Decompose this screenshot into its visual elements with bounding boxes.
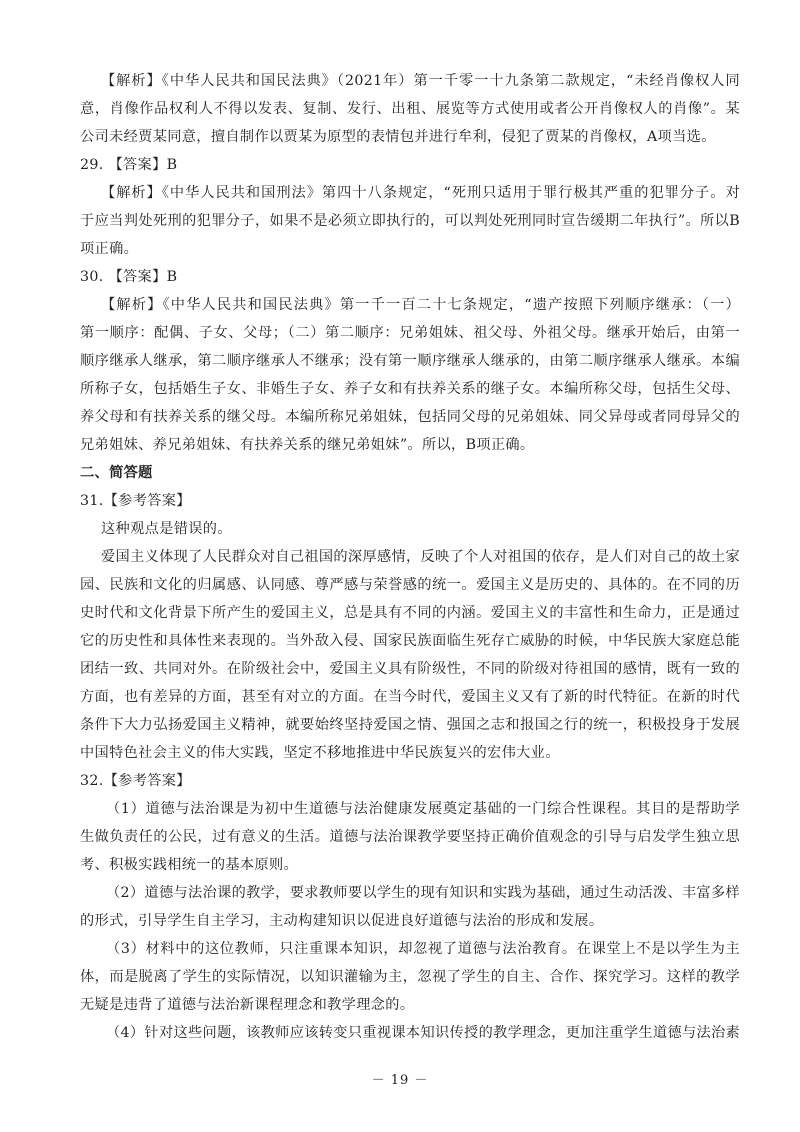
- answer-32-point-1-line-3: 考、积极实践相统一的基本原则。: [80, 857, 299, 873]
- answer-31-line-6: 方面，也有差异的方面，甚至有对立的方面。在当今时代，爱国主义又有了新的时代特征。在新的时代: [80, 689, 740, 705]
- analysis-30-line-6: 兄弟姐妹、养兄弟姐妹、有扶养关系的继兄弟姐妹”。所以，B项正确。: [80, 437, 535, 453]
- answer-32-point-1-line-2: 生做负责任的公民，过有意义的生活。道德与法治课教学要坚持正确价值观念的引导与启发学生独立思: [80, 829, 740, 845]
- analysis-29-line-1: 【解析】《中华人民共和国刑法》第四十八条规定，“死刑只适用于罪行极其严重的犯罪分子。对: [101, 185, 740, 201]
- analysis-28-line-2: 意，肖像作品权利人不得以发表、复制、发行、出租、展览等方式使用或者公开肖像权人的肖像”。某: [80, 101, 740, 117]
- answer-31-thesis: 这种观点是错误的。: [101, 521, 232, 537]
- analysis-28-line-1: 【解析】《中华人民共和国民法典》（2021年）第一千零一十九条第二款规定，“未经肖像权人同: [101, 73, 740, 89]
- section-heading: 二、简答题: [80, 465, 153, 481]
- answer-31-line-7: 条件下大力弘扬爱国主义精神，就要始终坚持爱国之情、强国之志和报国之行的统一，积极投身于发展: [80, 717, 740, 733]
- answer-32-point-3-line-3: 无疑是违背了道德与法治新课程理念和教学理念的。: [80, 997, 415, 1013]
- reference-answer-31: 31.【参考答案】: [80, 493, 191, 509]
- answer-31-line-4: 它的历史性和具体性来表现的。当外敌入侵、国家民族面临生死存亡威胁的时候，中华民族大家庭总能: [80, 633, 740, 649]
- answer-32-point-3-line-1: （3）材料中的这位教师，只注重课本知识，却忽视了道德与法治教育。在课堂上不是以学生为主: [106, 941, 740, 957]
- answer-31-line-2: 园、民族和文化的归属感、认同感、尊严感与荣誉感的统一。爱国主义是历史的、具体的。在不同的历: [80, 577, 740, 593]
- answer-31-line-8: 中国特色社会主义的伟大实践，坚定不移地推进中华民族复兴的宏伟大业。: [80, 745, 560, 761]
- answer-30: 30. 【答案】B: [80, 269, 178, 285]
- answer-32-point-4-line-1: （4）针对这些问题，该教师应该转变只重视课本知识传授的教学理念，更加注重学生道德与法治素: [106, 1025, 740, 1041]
- answer-31-line-5: 团结一致、共同对外。在阶级社会中，爱国主义具有阶级性，不同的阶级对待祖国的感情，既有一致的: [80, 661, 740, 677]
- reference-answer-32: 32.【参考答案】: [80, 773, 191, 789]
- answer-29: 29. 【答案】B: [80, 157, 178, 173]
- answer-32-point-1-line-1: （1）道德与法治课是为初中生道德与法治健康发展奠定基础的一门综合性课程。其目的是帮助学: [106, 801, 740, 817]
- analysis-30-line-3: 顺序继承人继承，第二顺序继承人不继承；没有第一顺序继承人继承的，由第二顺序继承人继承。本编: [80, 353, 740, 369]
- analysis-29-line-3: 项正确。: [80, 241, 139, 257]
- answer-32-point-2-line-2: 的形式，引导学生自主学习，主动构建知识以促进良好道德与法治的形成和发展。: [80, 913, 604, 929]
- analysis-28-line-3: 公司未经贾某同意，擅自制作以贾某为原型的表情包并进行牟利，侵犯了贾某的肖像权，A项当选。: [80, 129, 716, 145]
- answer-32-point-2-line-1: （2）道德与法治课的教学，要求教师要以学生的现有知识和实践为基础，通过生动活泼、丰富多样: [106, 885, 740, 901]
- answer-31-line-3: 史时代和文化背景下所产生的爱国主义，总是具有不同的内涵。爱国主义的丰富性和生命力，正是通过: [80, 605, 740, 621]
- answer-31-line-1: 爱国主义体现了人民群众对自己祖国的深厚感情，反映了个人对祖国的依存，是人们对自己的故土家: [101, 549, 740, 565]
- page-number: － 19 －: [371, 1073, 429, 1088]
- analysis-30-line-4: 所称子女，包括婚生子女、非婚生子女、养子女和有扶养关系的继子女。本编所称父母，包括生父母、: [80, 381, 740, 397]
- analysis-30-line-1: 【解析】《中华人民共和国民法典》第一千一百二十七条规定，“遗产按照下列顺序继承：（一）: [101, 297, 740, 313]
- answer-32-point-3-line-2: 体，而是脱离了学生的实际情况，以知识灌输为主，忽视了学生的自主、合作、探究学习。这样的教学: [80, 969, 740, 985]
- analysis-30-line-5: 养父母和有扶养关系的继父母。本编所称兄弟姐妹，包括同父母的兄弟姐妹、同父异母或者同母异父的: [80, 409, 740, 425]
- analysis-29-line-2: 于应当判处死刑的犯罪分子，如果不是必须立即执行的，可以判处死刑同时宣告缓期二年执行”。所以B: [80, 213, 740, 229]
- analysis-30-line-2: 第一顺序：配偶、子女、父母；（二）第二顺序：兄弟姐妹、祖父母、外祖父母。继承开始后，由第一: [80, 325, 740, 341]
